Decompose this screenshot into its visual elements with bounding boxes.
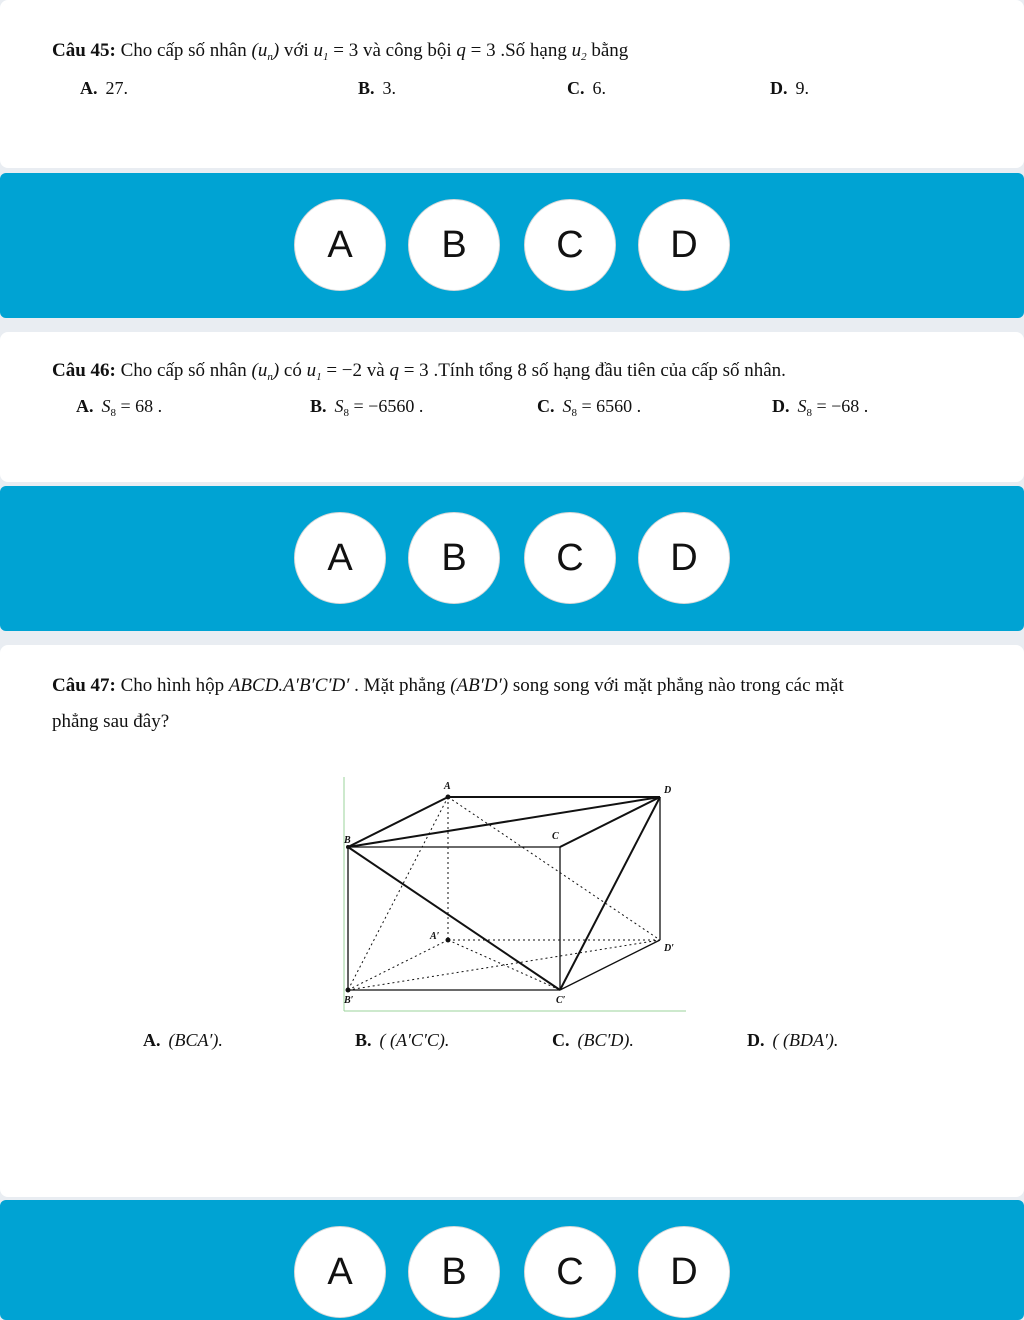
vertex-d-label: D	[664, 785, 672, 796]
vertex-b1-label: B′	[344, 995, 354, 1006]
answer-button-b[interactable]: B	[408, 199, 500, 291]
vertex-a1-label: A′	[430, 931, 440, 942]
answer-bar-45	[0, 173, 1024, 318]
answer-bar-46	[0, 486, 1024, 631]
question-47-text-line1: Câu 47: Cho hình hộp ABCD.A′B′C′D′ . Mặt phẳng (AB′D′) song song với mặt phẳng nào trong các mặt	[52, 675, 844, 696]
q47-option-d: D. ( (BDA′).	[747, 1030, 839, 1050]
vertex-c1-label: C′	[556, 995, 566, 1006]
question-47-text-line2: phẳng sau đây?	[52, 711, 170, 732]
answer-button-b[interactable]: B	[408, 512, 500, 604]
q46-option-c: C. $S_8 = 6560$ .	[537, 396, 642, 419]
vertex-c-label: C	[552, 831, 559, 842]
parallelepiped-figure	[340, 775, 690, 1015]
answer-button-d[interactable]: D	[638, 1226, 730, 1318]
q45-option-a: A. 27.	[80, 78, 128, 98]
q45-option-b: B. 3.	[358, 78, 397, 98]
q46-option-b: B. $S_8 = -6560$ .	[310, 396, 424, 419]
answer-button-a[interactable]: A	[294, 512, 386, 604]
q47-option-c: C. (BC′D).	[552, 1030, 634, 1050]
q45-option-d: D. 9.	[770, 78, 809, 98]
question-46-text: Câu 46: Cho cấp số nhân $(u_n)$ có $u_1 = -2$ và q = 3 .Tính tổng 8 số hạng đầu tiên của cấp số nhân.	[52, 360, 786, 383]
answer-button-c[interactable]: C	[524, 512, 616, 604]
answer-button-d[interactable]: D	[638, 199, 730, 291]
q46-option-d: D. $S_8 = -68$ .	[772, 396, 869, 419]
q47-option-a: A. (BCA′).	[143, 1030, 223, 1050]
answer-bar-47	[0, 1200, 1024, 1320]
vertex-b-label: B	[344, 835, 351, 846]
answer-button-a[interactable]: A	[294, 1226, 386, 1318]
question-45-card	[0, 0, 1024, 168]
q45-option-c: C. 6.	[567, 78, 606, 98]
answer-button-c[interactable]: C	[524, 1226, 616, 1318]
question-45-text: Câu 45: Cho cấp số nhân $(u_n)$ với $u_1 = 3$ và công bội q = 3 .Số hạng $u_2$ bằng	[52, 40, 629, 63]
question-46-card	[0, 332, 1024, 482]
q47-option-b: B. ( (A′C′C).	[355, 1030, 450, 1050]
answer-button-d[interactable]: D	[638, 512, 730, 604]
q46-option-a: A. $S_8 = 68$ .	[76, 396, 163, 419]
answer-button-a[interactable]: A	[294, 199, 386, 291]
vertex-d1-label: D′	[664, 943, 675, 954]
answer-button-c[interactable]: C	[524, 199, 616, 291]
vertex-a-label: A	[444, 781, 451, 792]
answer-button-b[interactable]: B	[408, 1226, 500, 1318]
